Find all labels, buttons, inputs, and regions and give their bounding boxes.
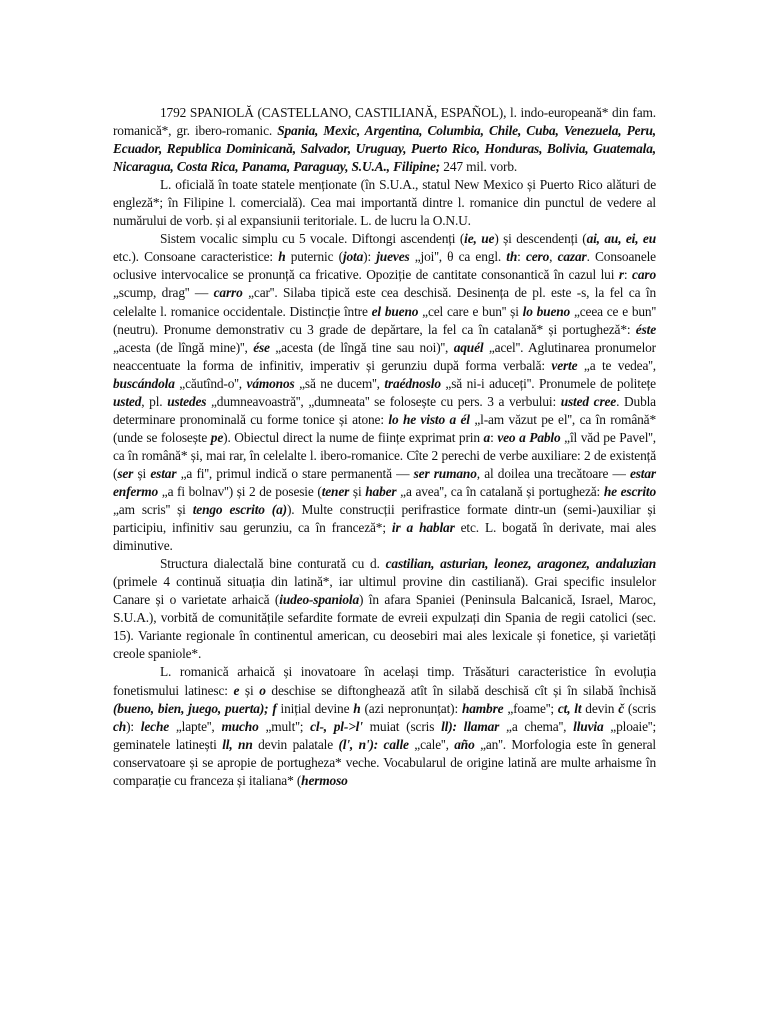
italic-term: h xyxy=(278,249,286,265)
text-run: „să ne ducem'', xyxy=(294,375,385,391)
text-run: (primele 4 continuă situația din latină*, iar ultimul provine din castiliană). Grai specific insulelor Canare și o varietate arhaică ( xyxy=(113,574,656,608)
italic-term: mucho xyxy=(221,718,259,734)
italic-term: verte xyxy=(551,357,578,373)
text-run: inițial devine xyxy=(276,700,354,716)
text-run: „căutînd-o'', xyxy=(174,375,247,391)
text-run: L. romanică arhaică și inovatoare în același timp. Trăsături caracteristice în evoluția fonetismului latinesc: xyxy=(113,664,656,698)
italic-term: éste xyxy=(635,321,656,337)
text-run: ) și descendenți ( xyxy=(494,231,587,247)
text-run: „cel care e bun'' și xyxy=(418,303,523,319)
text-run: (scris xyxy=(624,700,656,716)
text-run: „an''. Morfologia este în general conservatoare și se apropie de portugheza* veche. Vocabularul de origine latină are multe arhaisme în comparație cu franceza și italiana* ( xyxy=(113,736,656,788)
text-run: „a fi'', primul indică o stare permanentă — xyxy=(176,465,414,481)
italic-term: ése xyxy=(253,339,270,355)
text-run: „scump, drag'' — xyxy=(113,285,214,301)
text-run: , al doilea una trecătoare — xyxy=(476,465,630,481)
text-run: devin xyxy=(581,700,619,716)
text-run: ). Obiectul direct la nume de ființe exprimat prin xyxy=(223,429,484,445)
italic-term: año xyxy=(454,736,475,752)
italic-term: ai, au, ei, eu xyxy=(586,231,656,247)
text-run: 1792 SPANIOLĂ (CASTELLANO, CASTILIANĂ, ESPAÑOL), l. indo-europeană* din fam. romanică*, gr. ibero-romanic. xyxy=(113,105,656,139)
italic-term: tengo escrito (a) xyxy=(192,502,287,518)
text-run: L. oficială în toate statele menționate (în S.U.A., statul New Mexico și Puerto Rico alături de engleză*; în Filipine l. comercială). Cea mai importantă dintre l. romanice din punctul de vedere al numărului de vorb. și al expansiunii teritoriale. L. de lucru la O.N.U. xyxy=(113,177,656,229)
text-run: și xyxy=(133,465,151,481)
italic-term: h xyxy=(353,700,361,716)
text-run: ): xyxy=(126,718,141,734)
italic-term: castilian, asturian, leonez, aragonez, andaluzian xyxy=(385,556,656,572)
text-run: „cale'', xyxy=(408,736,455,752)
text-run: „să ni-i aduceți''. Pronumele de politețe xyxy=(440,375,656,391)
text-run: și xyxy=(239,682,260,698)
text-run: . Dubla determinare pronominală cu forme tonice și atone: xyxy=(113,393,656,427)
text-run: deschise se diftonghează atît în silabă deschisă cît și în silabă închisă xyxy=(265,682,656,698)
italic-term: ustedes xyxy=(167,393,207,409)
italic-term: ser xyxy=(117,465,134,481)
italic-term: ch xyxy=(113,718,127,734)
text-run: „l-am văzut pe el'', ca în română* (unde se folosește xyxy=(113,411,656,445)
italic-term: cero xyxy=(525,249,550,265)
italic-term: buscándola xyxy=(113,375,175,391)
italic-term: o xyxy=(259,682,266,698)
italic-term: lo he visto a él xyxy=(388,411,470,427)
italic-term: jueves xyxy=(376,249,410,265)
text-run: „ceea ce e bun'' (neutru). Pronume demonstrativ cu 3 grade de depărtare, la fel ca în catalană* și portugheză*: xyxy=(113,303,657,337)
text-run: : xyxy=(623,267,633,283)
text-run: „a fi bolnav'') și 2 de posesie ( xyxy=(158,483,322,499)
italic-term: pe xyxy=(210,429,224,445)
text-run: „car''. Silaba tipică este cea deschisă. Desinența de pl. este -s, la fel ca în celelalte l. romanice occidentale. Distincție între xyxy=(113,285,656,319)
italic-term: th xyxy=(506,249,518,265)
italic-term: estar xyxy=(150,465,177,481)
text-run: muiat (scris xyxy=(362,718,442,734)
text-run: „acesta (de lîngă tine sau noi)'', xyxy=(269,339,454,355)
text-run: etc.). Consoane caracteristice: xyxy=(113,249,279,265)
text-run: „a te vedea'', xyxy=(577,357,656,373)
italic-term: estar enfermo xyxy=(113,465,656,499)
text-run: , pl. xyxy=(141,393,168,409)
text-run: ). Multe construcții perifrastice formate dintr-un (semi-)auxiliar și participiu, infinitiv sau gerunziu, ca în franceză*; xyxy=(113,502,656,536)
text-run: devin palatale xyxy=(252,736,339,752)
paragraph xyxy=(113,176,656,230)
italic-term: leche xyxy=(140,718,170,734)
text-run: Structura dialectală bine conturată cu d. xyxy=(160,556,386,572)
italic-term: vámonos xyxy=(246,375,295,391)
article-text xyxy=(113,104,656,790)
italic-term: usted xyxy=(113,393,142,409)
italic-term: iudeo-spaniola xyxy=(279,592,359,608)
paragraph xyxy=(113,555,656,663)
italic-term: tener xyxy=(321,483,350,499)
text-run: etc. L. bogată în derivate, mai ales diminutive. xyxy=(113,520,657,554)
italic-term: usted cree xyxy=(560,393,617,409)
italic-term: Spania, Mexic, Argentina, Columbia, Chile, Cuba, Venezuela, Peru, Ecuador, Republica Dominicană, Salvador, Uruguay, Puerto Rico, Honduras, Bolivia, Guatemala, Nicaragua, Costa Rica, Panama, Paraguay, S.U.A., Filipine; xyxy=(113,123,657,175)
text-run: „îl văd pe Pavel'', ca în română* și, mai rar, în celelalte l. ibero-romanice. Cîte 2 perechi de verbe auxiliare: 2 de existență ( xyxy=(113,429,657,481)
text-run: ) în afara Spaniei (Peninsula Balcanică, Israel, Maroc, S.U.A.), vorbită de comunitățile sefardite formate de evreii expulzați din Spania de regii catolici (sec. 15). Variante regionale în continentul american, cu deosebiri mai ales lexicale și fonetice, și varietăți creole spaniole*. xyxy=(113,592,656,662)
italic-term: ser rumano xyxy=(413,465,477,481)
text-run: Sistem vocalic simplu cu 5 vocale. Diftongi ascendenți ( xyxy=(160,231,465,247)
italic-term: carro xyxy=(213,285,243,301)
italic-term: hambre xyxy=(461,700,504,716)
italic-term: cazar xyxy=(557,249,587,265)
italic-term: (l', n'): calle xyxy=(338,736,409,752)
italic-term: aquél xyxy=(453,339,484,355)
italic-term: veo a Pablo xyxy=(497,429,561,445)
italic-term: he escrito xyxy=(603,483,657,499)
text-run: : xyxy=(490,429,498,445)
italic-term: ll, nn xyxy=(222,736,253,752)
italic-term: haber xyxy=(365,483,397,499)
paragraph xyxy=(113,663,656,789)
italic-term: ll): llamar xyxy=(441,718,500,734)
text-run: 247 mil. vorb. xyxy=(440,159,518,175)
text-run: și xyxy=(349,483,366,499)
text-run: (azi nepronunțat): xyxy=(360,700,462,716)
text-run: ): xyxy=(363,249,377,265)
italic-term: č xyxy=(618,700,624,716)
italic-term: ct, lt xyxy=(557,700,582,716)
italic-term: e xyxy=(233,682,240,698)
italic-term: r xyxy=(618,267,624,283)
italic-term: ie, ue xyxy=(464,231,495,247)
text-run: „a chema'', xyxy=(499,718,574,734)
text-run: „dumneavoastră'', „dumneata'' se folosește cu pers. 3 a verbului: xyxy=(206,393,561,409)
italic-term: traédnoslo xyxy=(384,375,441,391)
italic-term: a xyxy=(483,429,491,445)
text-run: „acesta (de lîngă mine)'', xyxy=(113,339,254,355)
paragraph xyxy=(113,230,656,555)
text-run: „lapte'', xyxy=(169,718,222,734)
text-run: . Consoanele oclusive intervocalice se pronunță ca fricative. Opoziție de cantitate consonantică în cazul lui xyxy=(113,249,656,283)
italic-term: lluvia xyxy=(573,718,604,734)
text-run: „acel''. Aglutinarea pronumelor neaccentuate la forma de infinitiv, imperativ și gerunziu după forma verbală: xyxy=(113,339,656,373)
text-run: „a avea'', ca în catalană și portugheză: xyxy=(396,483,604,499)
italic-term: cl-, pl->l' xyxy=(310,718,363,734)
italic-term: ir a hablar xyxy=(391,520,455,536)
text-run: , xyxy=(549,249,558,265)
italic-term: el bueno xyxy=(371,303,419,319)
italic-term: lo bueno xyxy=(522,303,571,319)
text-run: „mult''; xyxy=(258,718,311,734)
text-run: „am scris'' și xyxy=(113,502,193,518)
text-run: „joi'', θ ca engl. xyxy=(409,249,507,265)
text-run: „ploaie''; geminatele latinești xyxy=(113,718,657,752)
italic-term: (bueno, bien, juego, puerta); f xyxy=(113,700,277,716)
paragraph xyxy=(113,104,656,176)
italic-term: hermoso xyxy=(301,772,348,788)
text-run: puternic ( xyxy=(285,249,343,265)
text-run: : xyxy=(517,249,526,265)
text-run: „foame''; xyxy=(503,700,558,716)
italic-term: jota xyxy=(342,249,364,265)
italic-term: caro xyxy=(632,267,656,283)
